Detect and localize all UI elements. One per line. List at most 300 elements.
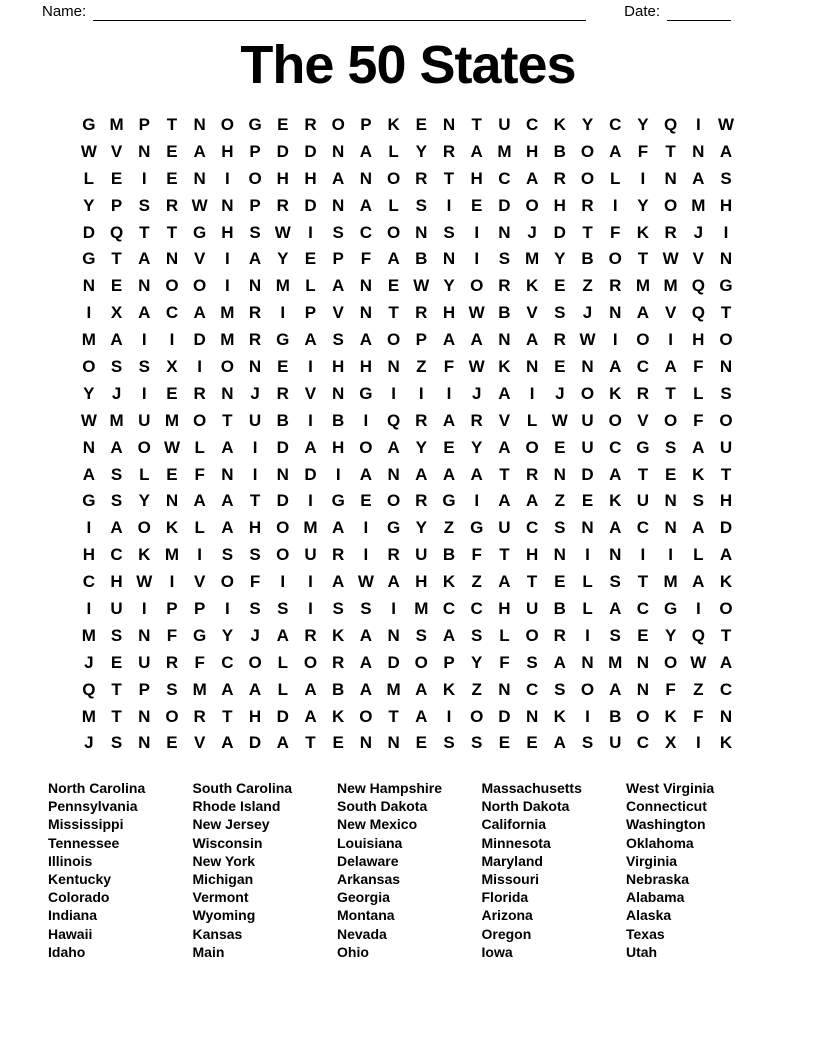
grid-letter: N [138, 141, 151, 161]
word-list-item: Michigan [192, 871, 254, 888]
grid-letter: A [609, 599, 622, 619]
grid-letter: W [80, 410, 97, 430]
grid-letter: S [138, 195, 150, 215]
grid-letter: K [442, 572, 456, 592]
grid-letter: M [663, 276, 678, 296]
grid-letter: T [249, 491, 261, 511]
grid-letter: Y [221, 625, 234, 645]
grid-letter: D [498, 195, 511, 215]
grid-row [75, 515, 740, 542]
grid-letter: I [363, 545, 369, 565]
grid-letter: I [197, 357, 203, 377]
grid-letter: O [719, 330, 733, 350]
grid-letter: L [139, 464, 150, 484]
grid-letter: T [222, 706, 233, 726]
grid-letter: N [332, 383, 345, 403]
grid-letter: S [277, 599, 289, 619]
grid-letter: P [249, 195, 261, 215]
grid-letter: P [110, 195, 123, 215]
word-list-item: Virginia [626, 852, 678, 869]
grid-letter: V [498, 410, 511, 430]
page-title: The 50 States [240, 35, 576, 95]
grid-letter: A [498, 572, 511, 592]
grid-letter: K [165, 518, 179, 538]
grid-letter: I [86, 518, 92, 538]
grid-letter: D [304, 195, 317, 215]
grid-letter: J [555, 383, 565, 403]
grid-letter: Y [443, 276, 455, 296]
grid-letter: G [442, 491, 456, 511]
word-list-item: Alaska [626, 907, 672, 924]
grid-letter: H [248, 518, 262, 538]
grid-letter: H [304, 168, 317, 188]
grid-letter: V [193, 733, 206, 753]
word-list-item: Kentucky [48, 871, 112, 888]
grid-letter: M [275, 276, 290, 296]
grid-letter: M [635, 276, 650, 296]
grid-letter: M [497, 141, 512, 161]
grid-letter: E [166, 733, 178, 753]
grid-letter: Y [83, 195, 95, 215]
grid-letter: R [332, 545, 345, 565]
grid-letter: A [110, 518, 123, 538]
grid-letter: I [308, 599, 313, 619]
word-list-item: Minnesota [481, 834, 551, 851]
grid-letter: J [250, 625, 260, 645]
grid-letter: O [470, 276, 484, 296]
grid-letter: C [165, 303, 179, 323]
grid-letter: R [442, 141, 456, 161]
grid-row [75, 542, 740, 569]
grid-letter: M [525, 249, 540, 269]
grid-letter: M [303, 518, 318, 538]
grid-letter: D [248, 733, 262, 753]
grid-letter: O [331, 115, 345, 134]
grid-letter: M [663, 572, 678, 592]
grid-letter: M [81, 706, 96, 726]
grid-letter: S [332, 222, 344, 242]
grid-letter: O [608, 410, 622, 430]
grid-letter: A [304, 706, 317, 726]
grid-letter: I [169, 330, 175, 350]
word-list-item: Kansas [192, 925, 243, 942]
grid-letter: S [332, 330, 344, 350]
grid-letter: S [554, 518, 566, 538]
grid-letter: R [276, 383, 289, 403]
grid-letter: C [525, 115, 539, 134]
word-list-item: Montana [337, 907, 395, 924]
word-list-item: Colorado [48, 889, 110, 906]
grid-letter: A [442, 410, 456, 430]
grid-letter: L [582, 572, 593, 592]
grid-letter: E [277, 115, 289, 134]
grid-letter: N [138, 733, 151, 753]
word-list-item: Wisconsin [192, 834, 263, 851]
grid-letter: A [442, 464, 456, 484]
grid-letter: A [719, 141, 733, 161]
word-list-item: Texas [626, 925, 665, 942]
grid-letter: I [225, 599, 230, 619]
grid-letter: O [137, 437, 151, 457]
grid-letter: O [248, 652, 262, 672]
grid-letter: Y [637, 195, 649, 215]
grid-letter: N [442, 249, 456, 269]
grid-letter: A [276, 733, 289, 753]
grid-letter: B [553, 141, 566, 161]
grid-row [75, 327, 740, 354]
grid-letter: I [141, 599, 147, 619]
grid-letter: E [360, 491, 372, 511]
grid-letter: A [525, 168, 539, 188]
grid-letter: O [359, 706, 373, 726]
grid-letter: T [443, 168, 455, 188]
grid-letter: I [225, 276, 230, 296]
grid-letter: A [221, 518, 234, 538]
grid-letter: S [110, 357, 123, 377]
grid-letter: A [359, 464, 373, 484]
word-list-item: Mississippi [48, 816, 124, 833]
grid-letter: W [468, 303, 485, 323]
grid-letter: K [332, 706, 345, 726]
grid-letter: G [276, 330, 290, 350]
word-list-column [337, 779, 482, 961]
grid-letter: A [359, 195, 373, 215]
grid-letter: I [446, 195, 452, 215]
grid-letter: N [719, 357, 733, 377]
grid-letter: T [720, 303, 732, 323]
grid-letter: S [110, 733, 123, 753]
grid-letter: A [304, 437, 317, 457]
grid-letter: N [692, 141, 705, 161]
grid-letter: R [415, 491, 428, 511]
grid-letter: E [443, 437, 455, 457]
grid-letter: P [166, 599, 178, 619]
grid-letter: P [332, 249, 344, 269]
grid-letter: R [304, 115, 317, 134]
grid-letter: N [276, 464, 289, 484]
grid-letter: O [525, 437, 539, 457]
grid-letter: F [665, 679, 676, 699]
grid-row [75, 677, 740, 704]
grid-letter: A [525, 491, 539, 511]
grid-letter: I [197, 545, 203, 565]
grid-letter: I [363, 518, 369, 538]
grid-letter: R [525, 464, 539, 484]
grid-letter: H [248, 706, 262, 726]
word-list-item: Alabama [626, 889, 685, 906]
grid-letter: E [664, 464, 677, 484]
grid-letter: Q [386, 410, 401, 430]
grid-letter: A [110, 437, 123, 457]
grid-letter: N [193, 115, 206, 134]
grid-letter: O [193, 276, 207, 296]
grid-row [75, 193, 740, 220]
grid-letter: F [499, 652, 510, 672]
grid-letter: G [331, 491, 345, 511]
grid-letter: F [194, 652, 205, 672]
grid-letter: I [308, 491, 313, 511]
grid-letter: D [304, 141, 317, 161]
grid-letter: U [110, 599, 123, 619]
grid-letter: H [553, 195, 566, 215]
grid-letter: A [664, 357, 677, 377]
grid-letter: N [581, 518, 594, 538]
grid-letter: R [332, 652, 345, 672]
grid-letter: N [553, 545, 566, 565]
grid-letter: C [609, 437, 622, 457]
grid-letter: F [637, 141, 649, 161]
grid-letter: W [579, 330, 596, 350]
word-list-item: South Dakota [337, 798, 428, 815]
grid-letter: P [249, 141, 261, 161]
grid-letter: K [636, 222, 650, 242]
grid-letter: R [415, 410, 428, 430]
word-list-item: Georgia [337, 889, 390, 906]
grid-letter: S [720, 168, 732, 188]
grid-letter: I [640, 545, 646, 565]
grid-letter: I [474, 249, 480, 269]
grid-letter: C [110, 545, 123, 565]
word-list-item: Idaho [48, 943, 86, 960]
grid-letter: O [303, 652, 318, 672]
grid-letter: I [308, 357, 313, 377]
grid-letter: F [693, 706, 704, 726]
grid-letter: R [415, 303, 428, 323]
grid-letter: N [387, 733, 400, 753]
word-list-item: New Mexico [337, 816, 418, 833]
grid-letter: K [609, 383, 622, 403]
word-list-item: North Dakota [481, 798, 570, 815]
grid-letter: S [138, 357, 150, 377]
word-list-item: Connecticut [626, 798, 707, 815]
grid-letter: S [249, 599, 261, 619]
grid-letter: N [221, 383, 234, 403]
grid-letter: A [442, 625, 456, 645]
grid-letter: E [387, 276, 400, 296]
grid-letter: H [415, 572, 428, 592]
word-list-item: Delaware [337, 852, 399, 869]
grid-letter: I [280, 572, 286, 592]
grid-letter: N [498, 222, 511, 242]
grid-letter: L [277, 679, 288, 699]
grid-letter: C [221, 652, 234, 672]
grid-letter: U [609, 733, 622, 753]
grid-letter: O [193, 410, 207, 430]
grid-letter: T [499, 464, 510, 484]
grid-letter: S [609, 625, 621, 645]
grid-letter: L [582, 599, 593, 619]
grid-letter: F [166, 625, 178, 645]
grid-letter: O [664, 652, 678, 672]
grid-letter: N [719, 249, 733, 269]
grid-letter: O [719, 599, 733, 619]
grid-letter: W [136, 572, 153, 592]
grid-letter: O [137, 518, 151, 538]
grid-letter: Y [83, 383, 95, 403]
grid-letter: N [165, 249, 179, 269]
grid-letter: M [608, 652, 623, 672]
grid-letter: R [304, 625, 317, 645]
grid-letter: A [138, 249, 151, 269]
grid-letter: T [111, 679, 122, 699]
grid-letter: R [553, 625, 566, 645]
grid-letter: E [581, 491, 594, 511]
grid-letter: I [695, 733, 701, 753]
grid-letter: T [720, 464, 732, 484]
grid-letter: A [609, 679, 622, 699]
grid-letter: S [581, 733, 594, 753]
grid-letter: M [81, 625, 96, 645]
grid-letter: D [719, 518, 733, 538]
grid-letter: P [360, 115, 372, 134]
grid-letter: A [248, 679, 262, 699]
grid-letter: I [225, 168, 230, 188]
grid-letter: I [418, 383, 424, 403]
grid-letter: Y [637, 115, 649, 134]
grid-row [75, 650, 740, 677]
grid-letter: A [110, 330, 123, 350]
grid-letter: N [221, 195, 234, 215]
grid-letter: A [553, 733, 566, 753]
grid-letter: A [415, 706, 428, 726]
grid-letter: R [664, 222, 677, 242]
grid-letter: V [110, 141, 123, 161]
grid-letter: R [498, 276, 511, 296]
grid-letter: S [471, 625, 483, 645]
grid-letter: L [388, 195, 399, 215]
grid-letter: E [110, 168, 123, 188]
grid-letter: C [636, 733, 650, 753]
word-list-item: Florida [481, 889, 529, 906]
grid-letter: A [387, 572, 400, 592]
grid-letter: D [581, 464, 594, 484]
grid-letter: H [332, 357, 345, 377]
grid-letter: Q [82, 679, 96, 699]
word-list-item: Utah [626, 943, 658, 960]
grid-letter: A [719, 545, 733, 565]
grid-letter: T [637, 572, 649, 592]
grid-letter: S [609, 572, 621, 592]
grid-letter: T [665, 141, 676, 161]
grid-letter: A [248, 249, 262, 269]
grid-letter: F [693, 357, 704, 377]
grid-letter: I [612, 195, 618, 215]
grid-letter: G [82, 115, 96, 134]
grid-letter: F [471, 545, 482, 565]
grid-letter: C [470, 599, 483, 619]
grid-letter: A [553, 652, 566, 672]
grid-letter: N [332, 195, 345, 215]
grid-letter: Z [554, 491, 565, 511]
grid-letter: K [553, 115, 566, 134]
grid-letter: W [718, 115, 735, 134]
grid-letter: O [248, 168, 262, 188]
word-list-item: New York [192, 852, 256, 869]
grid-letter: S [110, 464, 123, 484]
grid-letter: O [386, 168, 401, 188]
grid-letter: V [193, 572, 206, 592]
word-list-column [193, 779, 338, 961]
grid-letter: U [719, 437, 733, 457]
grid-letter: S [443, 222, 455, 242]
grid-letter: T [637, 464, 649, 484]
grid-letter: A [304, 679, 317, 699]
grid-letter: I [695, 115, 701, 134]
grid-letter: D [276, 706, 289, 726]
grid-letter: S [415, 195, 427, 215]
grid-letter: S [526, 652, 538, 672]
grid-letter: U [304, 545, 317, 565]
grid-letter: L [499, 625, 510, 645]
grid-letter: X [110, 303, 123, 323]
grid-row [75, 623, 740, 650]
grid-letter: H [719, 195, 733, 215]
grid-letter: I [474, 222, 480, 242]
grid-letter: N [415, 222, 428, 242]
grid-letter: W [357, 572, 374, 592]
grid-letter: O [220, 572, 234, 592]
grid-letter: C [498, 168, 511, 188]
grid-letter: O [636, 330, 650, 350]
grid-letter: A [332, 168, 345, 188]
grid-letter: J [111, 383, 122, 403]
grid-letter: B [442, 545, 456, 565]
grid-letter: A [359, 141, 373, 161]
grid-letter: A [692, 168, 705, 188]
grid-letter: A [498, 383, 511, 403]
grid-letter: I [668, 545, 673, 565]
grid-letter: X [664, 733, 677, 753]
grid-letter: E [415, 733, 427, 753]
grid-letter: W [413, 276, 430, 296]
grid-row [75, 246, 740, 273]
grid-letter: T [388, 303, 399, 323]
grid-letter: N [664, 168, 677, 188]
grid-letter: K [719, 733, 733, 753]
grid-letter: N [636, 679, 650, 699]
word-list-item: Oklahoma [626, 834, 694, 851]
grid-letter: W [191, 195, 208, 215]
grid-letter: I [585, 625, 590, 645]
name-fill-line [93, 4, 586, 21]
grid-letter: T [499, 545, 510, 565]
grid-letter: T [305, 733, 316, 753]
grid-letter: I [585, 545, 590, 565]
grid-letter: H [276, 168, 289, 188]
grid-letter: A [276, 625, 289, 645]
grid-letter: I [335, 464, 341, 484]
word-list-item: California [481, 816, 547, 833]
grid-letter: S [498, 249, 511, 269]
grid-letter: V [637, 410, 649, 430]
grid-letter: U [636, 491, 650, 511]
grid-letter: Q [691, 276, 705, 296]
grid-letter: X [166, 357, 178, 377]
grid-letter: G [82, 249, 96, 269]
grid-letter: M [109, 410, 124, 430]
grid-letter: A [470, 464, 483, 484]
grid-row [75, 273, 740, 300]
grid-letter: J [250, 383, 260, 403]
grid-letter: Y [664, 625, 677, 645]
grid-letter: M [386, 679, 401, 699]
grid-letter: O [414, 652, 428, 672]
grid-letter: I [225, 249, 230, 269]
grid-letter: M [220, 330, 235, 350]
grid-letter: R [193, 706, 206, 726]
grid-letter: W [551, 410, 568, 430]
grid-letter: B [276, 410, 289, 430]
